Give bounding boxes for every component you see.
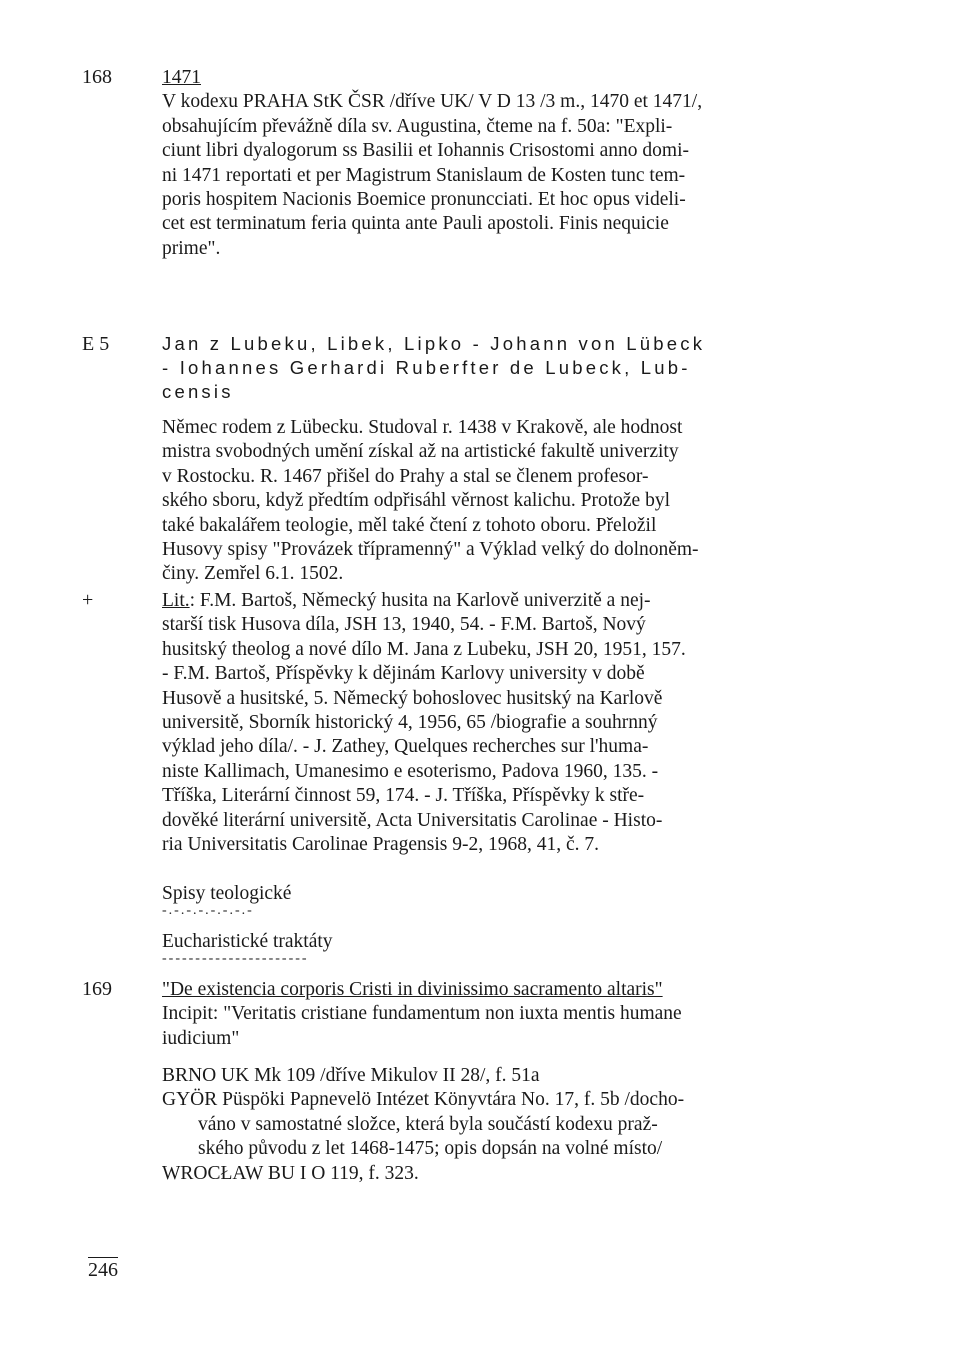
author-heading-line: censis xyxy=(162,381,234,402)
biography-line: Němec rodem z Lübecku. Studoval r. 1438 v Krakově, ale hodnost xyxy=(162,417,683,438)
literature-line: starší tisk Husova díla, JSH 13, 1940, 54. - F.M. Bartoš, Nový xyxy=(162,614,646,636)
entry-168-line: prime". xyxy=(162,237,221,259)
author-heading-line: Jan z Lubeku, Libek, Lipko - Johann von Lübeck xyxy=(162,333,706,354)
literature xyxy=(162,589,882,857)
entry-168-line: V kodexu PRAHA StK ČSR /dříve UK/ V D 13 /3 m., 1470 et 1471/, xyxy=(162,91,703,113)
entry-168-line: obsahujícím převážně díla sv. Augustina, čteme na f. 50a: "Expli- xyxy=(162,115,673,137)
entry-168 xyxy=(162,66,882,261)
entry-168-year: 1471 xyxy=(162,67,201,88)
literature-line: universitě, Sborník historický 4, 1956, 65 /biografie a souhrnný xyxy=(162,712,658,734)
literature-line: husitský theolog a nové dílo M. Jana z Lubeku, JSH 20, 1951, 157. xyxy=(162,638,686,660)
entry-number-168: 168 xyxy=(82,66,112,88)
literature-line: Tříška, Literární činnost 59, 174. - J. Tříška, Příspěvky k stře- xyxy=(162,785,645,807)
section-title: Spisy teologické xyxy=(162,883,292,904)
literature-line: ria Universitatis Carolinae Pragensis 9-2, 1968, 41, č. 7. xyxy=(162,834,600,856)
incipit-line: Incipit: "Veritatis cristiane fundamentum non iuxta mentis humane xyxy=(162,1003,682,1025)
literature-first-text: : F.M. Bartoš, Německý husita na Karlově univerzitě a nej- xyxy=(189,590,651,611)
section-eucharisticke-traktaty xyxy=(162,930,882,967)
entry-code-e5: E 5 xyxy=(82,333,110,355)
entry-169 xyxy=(162,978,882,1051)
literature-first-line xyxy=(162,589,882,613)
biography-line: ského sboru, když předtím odpřisáhl věrnost kalichu. Protože byl xyxy=(162,490,670,512)
section-title: Eucharistické traktáty xyxy=(162,931,333,952)
literature-line: niste Kallimach, Umanesimo e esoterismo, Padova 1960, 135. - xyxy=(162,760,659,782)
biography-line: Husovy spisy "Provázek třípramenný" a Výklad velký do dolnoněm- xyxy=(162,539,699,561)
entry-168-line: poris hospitem Nacionis Boemice pronuncciati. Et hoc opus videli- xyxy=(162,189,686,211)
literature-mark: + xyxy=(82,589,94,611)
author-biography xyxy=(162,416,882,587)
biography-line: také bakalářem teologie, měl také čtení z tohoto oboru. Přeložil xyxy=(162,514,657,536)
literature-line: výklad jeho díla/. - J. Zathey, Quelques recherches sur l'huma- xyxy=(162,736,649,758)
section-spisy-teologicke xyxy=(162,882,882,919)
literature-line: dověké literární universitě, Acta Universitatis Carolinae - Histo- xyxy=(162,809,663,831)
manuscript-line: BRNO UK Mk 109 /dříve Mikulov II 28/, f. 51a xyxy=(162,1065,540,1086)
author-heading xyxy=(162,332,882,404)
page-number: 246 xyxy=(88,1259,118,1281)
manuscript-line: GYÖR Püspöki Papnevelö Intézet Könyvtára No. 17, f. 5b /docho- xyxy=(162,1089,685,1111)
section-underline: ---------------------- xyxy=(162,951,309,967)
entry-number-169: 169 xyxy=(82,978,112,1000)
manuscript-line: WROCŁAW BU I O 119, f. 323. xyxy=(162,1162,419,1184)
entry-168-line: ciunt libri dyalogorum ss Basilii et Iohannis Crisostomi anno domi- xyxy=(162,140,690,162)
author-heading-line: - Iohannes Gerhardi Ruberfter de Lubeck, Lub- xyxy=(162,357,691,378)
entry-168-line: ni 1471 reportati et per Magistrum Stanislaum de Kosten tunc tem- xyxy=(162,164,686,186)
manuscript-line: váno v samostatné složce, která byla součástí kodexu praž- xyxy=(198,1113,658,1135)
biography-line: mistra svobodných umění získal až na artistické fakultě univerzity xyxy=(162,441,679,463)
literature-line: - F.M. Bartoš, Příspěvky k dějinám Karlovy university v době xyxy=(162,663,645,685)
entry-168-line: cet est terminatum feria quinta ante Pauli apostoli. Finis nequicie xyxy=(162,213,669,235)
biography-line: v Rostocku. R. 1467 přišel do Prahy a stal se členem profesor- xyxy=(162,465,649,487)
manuscripts xyxy=(162,1064,882,1186)
incipit-line: iudicium" xyxy=(162,1027,240,1049)
literature-line: Husově a husitské, 5. Německý bohoslovec husitský na Karlově xyxy=(162,687,663,709)
section-underline: -.-.-.-.-.-.-.- xyxy=(162,903,254,919)
work-title: "De existencia corporis Cristi in divinissimo sacramento altaris" xyxy=(162,979,663,1000)
biography-line: činy. Zemřel 6.1. 1502. xyxy=(162,563,344,585)
manuscript-line: ského původu z let 1468-1475; opis dopsán na volné místo/ xyxy=(198,1138,663,1160)
literature-label: Lit. xyxy=(162,590,190,611)
